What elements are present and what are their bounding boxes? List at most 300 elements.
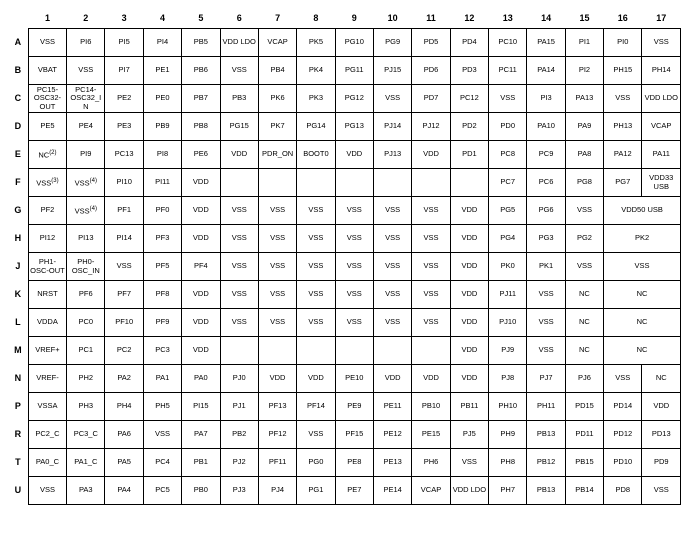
column-header-12: 12 bbox=[464, 12, 475, 23]
ball-cell: VSS bbox=[220, 281, 258, 309]
ball-cell: VSS bbox=[565, 253, 603, 281]
ball-cell: PB12 bbox=[527, 449, 565, 477]
ball-cell: PJ5 bbox=[450, 421, 488, 449]
row-header-T: T bbox=[15, 457, 21, 468]
ball-cell-empty bbox=[373, 169, 411, 197]
ball-cell: PE12 bbox=[373, 421, 411, 449]
ball-cell: NC bbox=[565, 309, 603, 337]
ball-cell: VDD bbox=[373, 365, 411, 393]
ball-cell: PH15 bbox=[604, 57, 642, 85]
ball-cell: VSS bbox=[373, 225, 411, 253]
row-header-D: D bbox=[14, 121, 22, 132]
ball-cell: PK3 bbox=[297, 85, 335, 113]
ball-cell: VSS bbox=[373, 309, 411, 337]
ball-cell: VSS bbox=[335, 281, 373, 309]
ball-cell: PG4 bbox=[489, 225, 527, 253]
ball-cell: PE3 bbox=[105, 113, 143, 141]
ball-cell: VSS bbox=[220, 57, 258, 85]
table-row bbox=[8, 337, 681, 365]
ball-cell: PJ12 bbox=[412, 113, 450, 141]
ball-cell: PC13 bbox=[105, 141, 143, 169]
ball-cell: PG1 bbox=[297, 477, 335, 505]
ball-cell: PA9 bbox=[565, 113, 603, 141]
ball-cell: VDD bbox=[450, 365, 488, 393]
ball-cell: PC10 bbox=[489, 29, 527, 57]
row-header-N: N bbox=[14, 373, 22, 384]
ball-cell: PB8 bbox=[182, 113, 220, 141]
column-header-16: 16 bbox=[617, 12, 628, 23]
ball-cell: PC14-OSC32_IN bbox=[67, 85, 105, 113]
ball-cell: VSS bbox=[373, 281, 411, 309]
ball-cell: VSS bbox=[258, 253, 296, 281]
ball-cell: PD15 bbox=[565, 393, 603, 421]
ball-cell: PD3 bbox=[450, 57, 488, 85]
ball-cell: PF5 bbox=[143, 253, 181, 281]
ball-cell: VDD bbox=[450, 309, 488, 337]
table-header-row bbox=[8, 8, 681, 29]
ball-cell: VSS bbox=[67, 57, 105, 85]
table-row bbox=[8, 85, 681, 113]
ball-cell: VBAT bbox=[28, 57, 66, 85]
ball-cell: PJ15 bbox=[373, 57, 411, 85]
footnote-marker: (4) bbox=[89, 178, 97, 184]
ball-cell: NC bbox=[565, 281, 603, 309]
ball-cell: PE15 bbox=[412, 421, 450, 449]
ball-cell-empty bbox=[335, 169, 373, 197]
column-header-3: 3 bbox=[121, 12, 127, 23]
ball-cell: PF2 bbox=[28, 197, 66, 225]
ball-cell: VSS bbox=[258, 281, 296, 309]
ball-cell: PJ14 bbox=[373, 113, 411, 141]
ball-cell: PA8 bbox=[565, 141, 603, 169]
ball-cell: PG7 bbox=[604, 169, 642, 197]
ball-cell: PJ0 bbox=[220, 365, 258, 393]
ball-cell: PJ3 bbox=[220, 477, 258, 505]
ball-cell: BOOT0 bbox=[297, 141, 335, 169]
table-corner bbox=[8, 8, 28, 29]
ball-cell-empty bbox=[220, 169, 258, 197]
ball-cell-empty bbox=[297, 169, 335, 197]
row-header-G: G bbox=[14, 205, 22, 216]
ball-cell: PE8 bbox=[335, 449, 373, 477]
ball-cell: VSS bbox=[412, 309, 450, 337]
ball-cell: PH8 bbox=[489, 449, 527, 477]
ball-cell: VSS bbox=[412, 225, 450, 253]
ball-cell: VSS$^{(4)}$ bbox=[67, 169, 105, 197]
row-header-P: P bbox=[14, 401, 21, 412]
ball-cell: VDD bbox=[182, 281, 220, 309]
ball-cell-empty bbox=[373, 337, 411, 365]
ball-cell: PB11 bbox=[450, 393, 488, 421]
table-row bbox=[8, 421, 681, 449]
ball-cell: VSS bbox=[28, 29, 66, 57]
row-header-J: J bbox=[15, 261, 21, 272]
ball-cell: VSS bbox=[297, 253, 335, 281]
ball-cell: PH1-OSC-OUT bbox=[28, 253, 66, 281]
ball-cell: PC6 bbox=[527, 169, 565, 197]
ball-cell: VSS bbox=[297, 421, 335, 449]
ball-cell: VDD bbox=[182, 225, 220, 253]
ball-cell: PB13 bbox=[527, 421, 565, 449]
ball-cell: PG13 bbox=[335, 113, 373, 141]
ball-cell: VDD bbox=[450, 197, 488, 225]
row-header-H: H bbox=[14, 233, 22, 244]
ball-cell: PC0 bbox=[67, 309, 105, 337]
ball-cell: PK4 bbox=[297, 57, 335, 85]
ball-cell: PD5 bbox=[412, 29, 450, 57]
ball-cell: PF0 bbox=[143, 197, 181, 225]
column-header-4: 4 bbox=[159, 12, 165, 23]
ball-cell: VSS bbox=[220, 225, 258, 253]
ball-cell: PK5 bbox=[297, 29, 335, 57]
ball-cell: VDD LDO bbox=[220, 29, 258, 57]
ball-cell-empty bbox=[412, 337, 450, 365]
ball-cell: PI1 bbox=[565, 29, 603, 57]
ball-cell: PH10 bbox=[489, 393, 527, 421]
ball-cell: PE9 bbox=[335, 393, 373, 421]
ball-cell: PB10 bbox=[412, 393, 450, 421]
ball-cell: VDD bbox=[450, 225, 488, 253]
table-body bbox=[8, 8, 681, 505]
ball-cell: PH11 bbox=[527, 393, 565, 421]
ball-cell: VDD bbox=[450, 253, 488, 281]
ball-cell: VDD bbox=[297, 365, 335, 393]
ball-cell: PG2 bbox=[565, 225, 603, 253]
ball-cell: PD10 bbox=[604, 449, 642, 477]
ball-cell: PD14 bbox=[604, 393, 642, 421]
ball-cell: VDD bbox=[182, 309, 220, 337]
column-header-6: 6 bbox=[236, 12, 242, 23]
ball-cell: VDD LDO bbox=[642, 85, 681, 113]
ball-cell: PH13 bbox=[604, 113, 642, 141]
ball-cell: PI3 bbox=[527, 85, 565, 113]
ball-cell: VDD bbox=[182, 197, 220, 225]
ball-cell: VSS bbox=[220, 197, 258, 225]
table-row bbox=[8, 169, 681, 197]
ball-cell: VDD bbox=[182, 337, 220, 365]
ball-cell: NC bbox=[604, 337, 681, 365]
ball-cell: PC9 bbox=[527, 141, 565, 169]
footnote-marker: (2) bbox=[49, 150, 57, 156]
ball-cell: PB13 bbox=[527, 477, 565, 505]
ball-cell: VCAP bbox=[412, 477, 450, 505]
ball-cell: PJ9 bbox=[489, 337, 527, 365]
ball-cell: VREF+ bbox=[28, 337, 66, 365]
ball-cell: VSS bbox=[412, 197, 450, 225]
ball-cell: PA15 bbox=[527, 29, 565, 57]
footnote-marker: (3) bbox=[51, 178, 59, 184]
ball-cell: PC4 bbox=[143, 449, 181, 477]
ball-cell: VCAP bbox=[258, 29, 296, 57]
ball-cell: VDD bbox=[258, 365, 296, 393]
row-header-A: A bbox=[14, 37, 22, 48]
ball-cell: PD9 bbox=[642, 449, 681, 477]
ball-cell: PC3 bbox=[143, 337, 181, 365]
table-row bbox=[8, 449, 681, 477]
ball-cell: PG11 bbox=[335, 57, 373, 85]
column-header-14: 14 bbox=[541, 12, 552, 23]
ball-cell: PC15-OSC32-OUT bbox=[28, 85, 66, 113]
ball-cell: PF13 bbox=[258, 393, 296, 421]
table-row bbox=[8, 477, 681, 505]
ball-cell: PG8 bbox=[565, 169, 603, 197]
ball-cell: PJ10 bbox=[489, 309, 527, 337]
ball-cell: VSS bbox=[220, 309, 258, 337]
ball-cell: PE0 bbox=[143, 85, 181, 113]
ball-cell: PF11 bbox=[258, 449, 296, 477]
ball-cell: PB5 bbox=[182, 29, 220, 57]
ball-cell: PB6 bbox=[182, 57, 220, 85]
column-header-2: 2 bbox=[83, 12, 89, 23]
ball-cell: PI5 bbox=[105, 29, 143, 57]
ball-cell: PJ13 bbox=[373, 141, 411, 169]
ball-cell-empty bbox=[220, 337, 258, 365]
ball-cell: PI6 bbox=[67, 29, 105, 57]
ball-cell: VSS bbox=[335, 225, 373, 253]
column-header-13: 13 bbox=[502, 12, 513, 23]
ball-cell: NC bbox=[604, 281, 681, 309]
footnote-marker: (4) bbox=[89, 206, 97, 212]
ball-cell: PG5 bbox=[489, 197, 527, 225]
ball-cell: VDD LDO bbox=[450, 477, 488, 505]
ball-cell: PB14 bbox=[565, 477, 603, 505]
ball-cell-empty bbox=[297, 337, 335, 365]
ball-cell: VSS bbox=[450, 449, 488, 477]
ball-cell: PG14 bbox=[297, 113, 335, 141]
ball-cell: PD8 bbox=[604, 477, 642, 505]
ball-cell: VDD bbox=[450, 281, 488, 309]
ball-cell: PA1_C bbox=[67, 449, 105, 477]
ball-cell: PDR_ON bbox=[258, 141, 296, 169]
ball-cell: PC12 bbox=[450, 85, 488, 113]
ball-cell: PG3 bbox=[527, 225, 565, 253]
table-row bbox=[8, 393, 681, 421]
ball-cell: VSS bbox=[412, 253, 450, 281]
ball-cell: PI14 bbox=[105, 225, 143, 253]
ball-cell: PB2 bbox=[220, 421, 258, 449]
ball-cell: PA0 bbox=[182, 365, 220, 393]
ball-cell-empty bbox=[258, 337, 296, 365]
ball-cell: PF9 bbox=[143, 309, 181, 337]
ball-cell: PE10 bbox=[335, 365, 373, 393]
ball-cell: PC8 bbox=[489, 141, 527, 169]
ball-cell: PH2 bbox=[67, 365, 105, 393]
ball-cell: PK6 bbox=[258, 85, 296, 113]
ball-cell: PI10 bbox=[105, 169, 143, 197]
ball-cell: VSS bbox=[258, 197, 296, 225]
ball-cell: PG15 bbox=[220, 113, 258, 141]
table-row bbox=[8, 57, 681, 85]
ball-cell: VSS bbox=[297, 225, 335, 253]
ball-cell: PI4 bbox=[143, 29, 181, 57]
ball-cell: PE13 bbox=[373, 449, 411, 477]
ball-cell: VSS bbox=[258, 225, 296, 253]
table-row bbox=[8, 141, 681, 169]
ball-cell: PK1 bbox=[527, 253, 565, 281]
ball-cell: VDD bbox=[450, 337, 488, 365]
row-header-L: L bbox=[15, 317, 21, 328]
ball-cell: PH14 bbox=[642, 57, 681, 85]
ball-cell-empty bbox=[450, 169, 488, 197]
ball-cell: PG6 bbox=[527, 197, 565, 225]
ball-cell: PF12 bbox=[258, 421, 296, 449]
ball-cell: PC2 bbox=[105, 337, 143, 365]
ball-cell: VSS bbox=[105, 253, 143, 281]
ball-cell: PF3 bbox=[143, 225, 181, 253]
ball-cell: PE7 bbox=[335, 477, 373, 505]
ball-cell: VDD bbox=[182, 169, 220, 197]
ball-cell: VSSA bbox=[28, 393, 66, 421]
ball-cell: PB7 bbox=[182, 85, 220, 113]
ball-cell: PD4 bbox=[450, 29, 488, 57]
column-header-9: 9 bbox=[351, 12, 357, 23]
ball-cell-empty bbox=[258, 169, 296, 197]
ball-cell: PE2 bbox=[105, 85, 143, 113]
ball-cell: VSS bbox=[373, 85, 411, 113]
ball-cell: PD7 bbox=[412, 85, 450, 113]
ball-cell: PB1 bbox=[182, 449, 220, 477]
ball-cell: PH9 bbox=[489, 421, 527, 449]
ball-cell: PF6 bbox=[67, 281, 105, 309]
row-header-U: U bbox=[14, 485, 22, 496]
ball-cell: VDD33 USB bbox=[642, 169, 681, 197]
ball-cell: PF1 bbox=[105, 197, 143, 225]
row-header-E: E bbox=[14, 149, 21, 160]
ball-cell: PJ4 bbox=[258, 477, 296, 505]
ball-cell: VSS bbox=[527, 309, 565, 337]
ball-cell: PI12 bbox=[28, 225, 66, 253]
ball-cell: VDD bbox=[412, 365, 450, 393]
ball-cell: PJ6 bbox=[565, 365, 603, 393]
row-header-K: K bbox=[14, 289, 22, 300]
ball-cell: PE5 bbox=[28, 113, 66, 141]
ball-cell: PC5 bbox=[143, 477, 181, 505]
ball-cell: VSS$^{(4)}$ bbox=[67, 197, 105, 225]
ball-cell: VDD bbox=[642, 393, 681, 421]
ball-cell: PC2_C bbox=[28, 421, 66, 449]
ball-cell: VSS bbox=[258, 309, 296, 337]
table-row bbox=[8, 225, 681, 253]
row-header-R: R bbox=[14, 429, 22, 440]
ball-cell: PE6 bbox=[182, 141, 220, 169]
ball-cell: PJ8 bbox=[489, 365, 527, 393]
ball-cell: PA13 bbox=[565, 85, 603, 113]
table-row bbox=[8, 365, 681, 393]
column-header-1: 1 bbox=[44, 12, 50, 23]
table-row bbox=[8, 253, 681, 281]
ball-cell: NC bbox=[604, 309, 681, 337]
ball-cell: PB4 bbox=[258, 57, 296, 85]
ball-cell: VSS bbox=[642, 477, 681, 505]
row-header-F: F bbox=[15, 177, 21, 188]
ball-cell: VDD50 USB bbox=[604, 197, 681, 225]
ball-cell: PD12 bbox=[604, 421, 642, 449]
ball-cell: PE4 bbox=[67, 113, 105, 141]
ball-cell: VDD bbox=[220, 141, 258, 169]
ball-cell: PA3 bbox=[67, 477, 105, 505]
ball-cell-empty bbox=[335, 337, 373, 365]
ball-cell: NC bbox=[642, 365, 681, 393]
ball-cell: PB15 bbox=[565, 449, 603, 477]
table-row bbox=[8, 29, 681, 57]
ball-cell: PJ11 bbox=[489, 281, 527, 309]
ball-cell: VSS bbox=[527, 281, 565, 309]
ball-cell-empty bbox=[412, 169, 450, 197]
ball-cell: NC$^{(2)}$ bbox=[28, 141, 66, 169]
ball-cell: VSS bbox=[412, 281, 450, 309]
ball-cell: PE1 bbox=[143, 57, 181, 85]
ball-cell: PC1 bbox=[67, 337, 105, 365]
ball-cell: PI15 bbox=[182, 393, 220, 421]
ball-cell: PH5 bbox=[143, 393, 181, 421]
ball-cell: VDD bbox=[412, 141, 450, 169]
ball-cell: PA4 bbox=[105, 477, 143, 505]
row-header-B: B bbox=[14, 65, 22, 76]
ball-cell: PA10 bbox=[527, 113, 565, 141]
column-header-11: 11 bbox=[426, 12, 436, 23]
column-header-5: 5 bbox=[198, 12, 204, 23]
ball-cell: PA5 bbox=[105, 449, 143, 477]
ball-cell: PH4 bbox=[105, 393, 143, 421]
ball-cell: VSS bbox=[335, 197, 373, 225]
ball-cell: VSS bbox=[297, 197, 335, 225]
ball-cell: PI13 bbox=[67, 225, 105, 253]
ball-cell: VSS bbox=[335, 253, 373, 281]
ball-cell: PI0 bbox=[604, 29, 642, 57]
ball-cell: VSS bbox=[373, 253, 411, 281]
ball-cell: VSS bbox=[220, 253, 258, 281]
ball-cell: PC11 bbox=[489, 57, 527, 85]
ball-cell: PD6 bbox=[412, 57, 450, 85]
ball-cell: PB0 bbox=[182, 477, 220, 505]
ball-cell: PK2 bbox=[604, 225, 681, 253]
ball-cell: PA12 bbox=[604, 141, 642, 169]
ball-cell: PJ1 bbox=[220, 393, 258, 421]
ball-cell: PA14 bbox=[527, 57, 565, 85]
ball-cell: VSS$^{(3)}$ bbox=[28, 169, 66, 197]
ball-cell: VDDA bbox=[28, 309, 66, 337]
ball-cell: VREF- bbox=[28, 365, 66, 393]
ball-cell: PC3_C bbox=[67, 421, 105, 449]
ball-cell: PI7 bbox=[105, 57, 143, 85]
ball-cell: PF14 bbox=[297, 393, 335, 421]
ball-cell: VSS bbox=[527, 337, 565, 365]
ball-cell: VSS bbox=[604, 365, 642, 393]
ball-cell: PH7 bbox=[489, 477, 527, 505]
ball-cell: PI2 bbox=[565, 57, 603, 85]
ball-cell: VSS bbox=[489, 85, 527, 113]
ball-cell: PF10 bbox=[105, 309, 143, 337]
ball-assignment-table bbox=[8, 8, 681, 505]
ball-cell: VSS bbox=[143, 421, 181, 449]
row-header-C: C bbox=[14, 93, 22, 104]
column-header-10: 10 bbox=[387, 12, 398, 23]
ball-cell: PJ7 bbox=[527, 365, 565, 393]
ball-cell: PE11 bbox=[373, 393, 411, 421]
ball-cell: PF8 bbox=[143, 281, 181, 309]
ball-cell: VSS bbox=[565, 197, 603, 225]
ball-cell: PH3 bbox=[67, 393, 105, 421]
table-row bbox=[8, 113, 681, 141]
ball-cell: PF4 bbox=[182, 253, 220, 281]
ball-cell: VSS bbox=[642, 29, 681, 57]
ball-cell: VSS bbox=[373, 197, 411, 225]
ball-cell: VSS bbox=[297, 281, 335, 309]
ball-cell: PA11 bbox=[642, 141, 681, 169]
ball-cell: PJ2 bbox=[220, 449, 258, 477]
ball-cell: PA7 bbox=[182, 421, 220, 449]
ball-cell: PK7 bbox=[258, 113, 296, 141]
